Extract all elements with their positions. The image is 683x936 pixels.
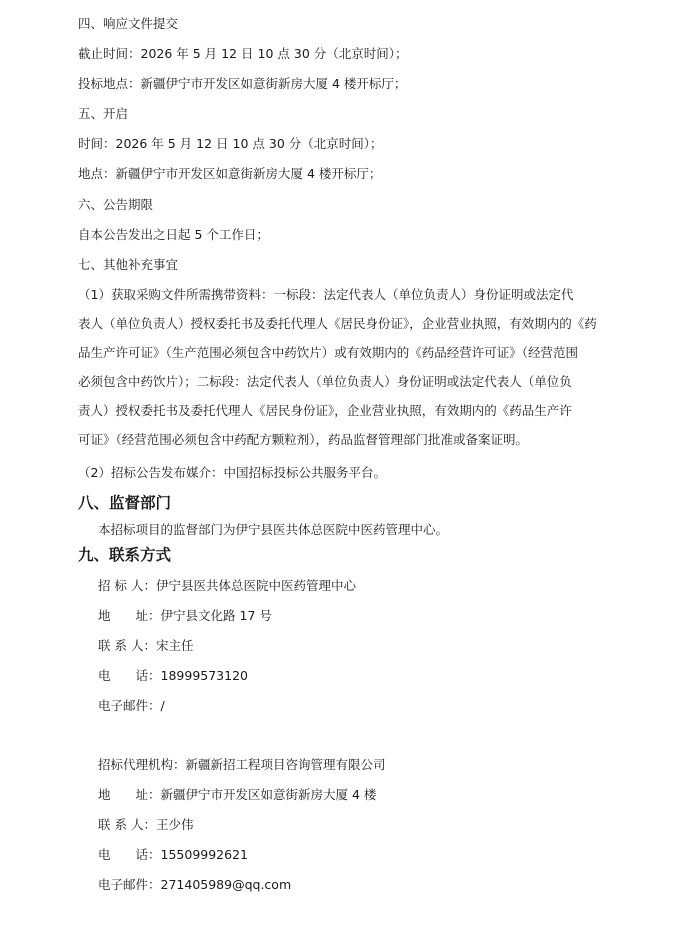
tenderer-name: 伊宁县医共体总医院中医药管理中心 <box>155 578 356 593</box>
section8-heading: 八、监督部门 <box>78 494 172 512</box>
section5-heading: 五、开启 <box>78 106 129 121</box>
submission-deadline: 截止时间：2026 年 5 月 12 日 10 点 30 分（北京时间）； <box>78 46 408 61</box>
tenderer-phone-label: 电 话： <box>98 668 161 683</box>
opening-place: 地点：新疆伊宁市开发区如意街新房大厦 4 楼开标厅； <box>78 166 382 181</box>
agency-address-row <box>98 787 376 803</box>
tenderer-email: / <box>160 698 165 713</box>
tenderer-phone-row <box>98 668 248 684</box>
agency-phone-label: 电 话： <box>98 847 161 862</box>
agency-name-label: 招标代理机构： <box>98 757 186 772</box>
section6-heading: 六、公告期限 <box>78 197 154 212</box>
agency-phone: 15509992621 <box>160 847 248 862</box>
item1-line: 必须包含中药饮片）；二标段：法定代表人（单位负责人）身份证明或法定代表人（单位负 <box>78 374 572 389</box>
tenderer-contact: 宋主任 <box>155 638 194 653</box>
agency-name: 新疆新招工程项目咨询管理有限公司 <box>185 757 386 772</box>
agency-email-label: 电子邮件： <box>98 877 161 892</box>
agency-address-label: 地 址： <box>98 787 161 802</box>
item1-line: （1）获取采购文件所需携带资料：一标段：法定代表人（单位负责人）身份证明或法定代 <box>78 287 574 302</box>
tenderer-name-row <box>98 578 356 594</box>
tenderer-email-row <box>98 698 165 714</box>
supplementary-item-2: （2）招标公告发布媒介：中国招标投标公共服务平台。 <box>78 465 386 480</box>
agency-name-row <box>98 757 386 773</box>
section7-heading: 七、其他补充事宜 <box>78 257 179 272</box>
tenderer-email-label: 电子邮件： <box>98 698 161 713</box>
tenderer-contact-label: 联 系 人： <box>98 638 156 653</box>
notice-period: 自本公告发出之日起 5 个工作日； <box>78 227 269 242</box>
agency-phone-row <box>98 847 248 863</box>
item1-line: 可证》（经营范围必须包含中药配方颗粒剂），药品监督管理部门批准或备案证明。 <box>78 432 529 447</box>
tenderer-address: 伊宁县文化路 17 号 <box>160 608 272 623</box>
agency-contact: 王少伟 <box>155 817 194 832</box>
item1-line: 责人）授权委托书及委托代理人《居民身份证》，企业营业执照，有效期内的《药品生产许 <box>78 403 572 418</box>
agency-contact-row <box>98 817 193 833</box>
submission-place: 投标地点：新疆伊宁市开发区如意街新房大厦 4 楼开标厅； <box>78 76 407 91</box>
opening-time: 时间：2026 年 5 月 12 日 10 点 30 分（北京时间）； <box>78 136 383 151</box>
tenderer-name-label: 招 标 人： <box>98 578 156 593</box>
tenderer-address-label: 地 址： <box>98 608 161 623</box>
item1-line: 品生产许可证》（生产范围必须包含中药饮片）或有效期内的《药品经营许可证》（经营范围 <box>78 345 579 360</box>
agency-email-row <box>98 877 291 893</box>
agency-contact-label: 联 系 人： <box>98 817 156 832</box>
tenderer-address-row <box>98 608 272 624</box>
section9-heading: 九、联系方式 <box>78 546 172 564</box>
tenderer-phone: 18999573120 <box>160 668 248 683</box>
tenderer-contact-row <box>98 638 193 654</box>
agency-email: 271405989@qq.com <box>160 877 292 892</box>
section4-heading: 四、响应文件提交 <box>78 16 179 31</box>
item1-line: 表人（单位负责人）授权委托书及委托代理人《居民身份证》，企业营业执照，有效期内的《药 <box>78 316 597 331</box>
agency-address: 新疆伊宁市开发区如意街新房大厦 4 楼 <box>160 787 377 802</box>
supervision-text: 本招标项目的监督部门为伊宁县医共体总医院中医药管理中心。 <box>98 522 449 537</box>
supplementary-item-1 <box>78 280 610 454</box>
